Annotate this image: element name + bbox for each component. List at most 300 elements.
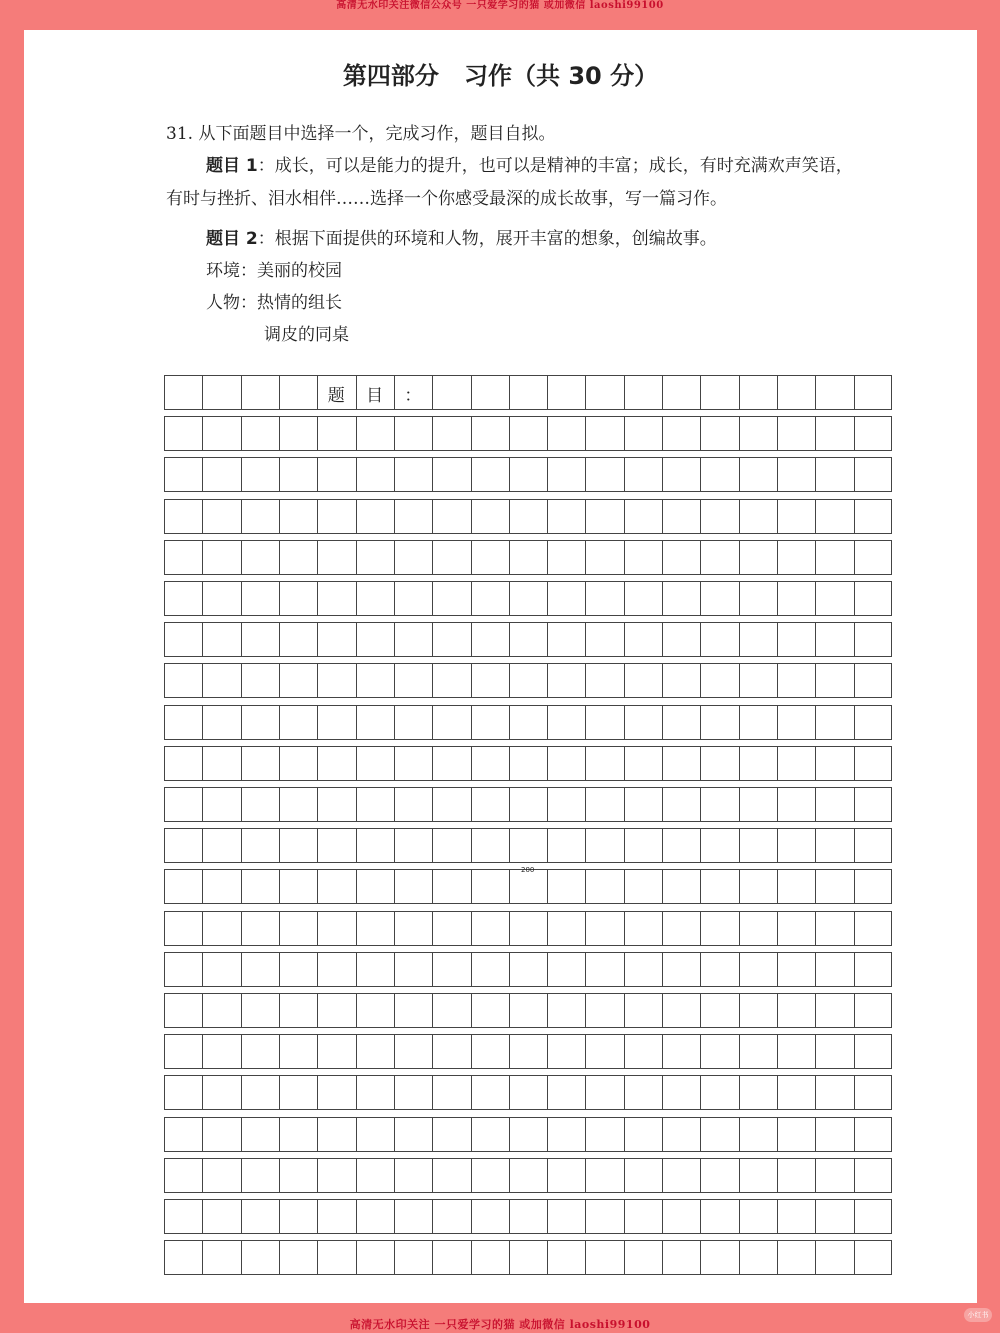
grid-cell[interactable] <box>317 870 355 903</box>
grid-cell[interactable] <box>164 664 202 697</box>
grid-cell[interactable] <box>394 417 432 450</box>
grid-cell[interactable] <box>432 747 470 780</box>
grid-cell[interactable] <box>241 994 279 1027</box>
grid-cell[interactable] <box>471 1035 509 1068</box>
grid-cell[interactable] <box>471 953 509 986</box>
grid-cell[interactable] <box>509 664 547 697</box>
grid-cell[interactable] <box>700 912 738 945</box>
grid-cell[interactable] <box>317 1200 355 1233</box>
grid-cell[interactable] <box>471 1118 509 1151</box>
grid-cell[interactable] <box>279 953 317 986</box>
grid-cell[interactable] <box>585 747 623 780</box>
grid-cell[interactable] <box>854 664 892 697</box>
grid-cell[interactable] <box>777 829 815 862</box>
grid-cell[interactable] <box>815 623 853 656</box>
grid-cell[interactable] <box>471 747 509 780</box>
grid-cell[interactable] <box>432 582 470 615</box>
grid-cell[interactable] <box>164 1159 202 1192</box>
grid-cell[interactable] <box>815 1200 853 1233</box>
grid-cell[interactable] <box>700 747 738 780</box>
grid-cell[interactable] <box>777 953 815 986</box>
grid-cell[interactable] <box>547 1200 585 1233</box>
grid-cell[interactable] <box>854 1035 892 1068</box>
grid-cell[interactable] <box>624 1035 662 1068</box>
grid-cell[interactable] <box>854 788 892 821</box>
grid-row[interactable] <box>164 1158 892 1193</box>
grid-cell[interactable] <box>509 458 547 491</box>
grid-cell[interactable] <box>279 1035 317 1068</box>
grid-cell[interactable] <box>585 582 623 615</box>
grid-cell[interactable] <box>739 623 777 656</box>
grid-cell[interactable] <box>241 582 279 615</box>
grid-cell[interactable] <box>509 994 547 1027</box>
grid-cell[interactable] <box>662 582 700 615</box>
grid-cell[interactable] <box>700 1200 738 1233</box>
grid-cell[interactable] <box>241 912 279 945</box>
grid-cell[interactable] <box>624 829 662 862</box>
grid-cell[interactable] <box>356 1241 394 1274</box>
grid-cell[interactable] <box>164 747 202 780</box>
grid-row[interactable] <box>164 540 892 575</box>
grid-cell[interactable] <box>662 1241 700 1274</box>
grid-cell[interactable] <box>547 870 585 903</box>
grid-cell[interactable] <box>241 541 279 574</box>
grid-cell[interactable] <box>279 541 317 574</box>
grid-cell[interactable] <box>202 912 240 945</box>
grid-cell[interactable] <box>547 1035 585 1068</box>
grid-cell[interactable] <box>394 458 432 491</box>
grid-cell[interactable] <box>279 994 317 1027</box>
grid-cell[interactable] <box>317 582 355 615</box>
grid-cell[interactable] <box>394 706 432 739</box>
grid-cell[interactable] <box>547 1076 585 1109</box>
grid-cell[interactable] <box>585 1159 623 1192</box>
grid-cell[interactable] <box>777 1076 815 1109</box>
grid-cell[interactable] <box>700 376 738 409</box>
grid-cell[interactable] <box>739 1118 777 1151</box>
grid-cell[interactable] <box>356 623 394 656</box>
grid-cell[interactable] <box>202 417 240 450</box>
grid-cell[interactable] <box>471 1200 509 1233</box>
grid-row[interactable] <box>164 952 892 987</box>
grid-cell[interactable] <box>739 664 777 697</box>
grid-cell[interactable] <box>509 912 547 945</box>
grid-cell[interactable] <box>854 1159 892 1192</box>
grid-cell[interactable] <box>241 417 279 450</box>
grid-cell[interactable] <box>815 500 853 533</box>
grid-row[interactable] <box>164 457 892 492</box>
grid-row[interactable] <box>164 581 892 616</box>
grid-cell[interactable] <box>202 994 240 1027</box>
grid-cell[interactable] <box>202 376 240 409</box>
grid-cell[interactable] <box>624 541 662 574</box>
grid-cell[interactable] <box>585 788 623 821</box>
grid-cell[interactable] <box>739 1200 777 1233</box>
grid-cell[interactable] <box>241 788 279 821</box>
grid-cell[interactable] <box>739 1159 777 1192</box>
grid-cell[interactable] <box>585 623 623 656</box>
grid-cell[interactable] <box>471 1241 509 1274</box>
grid-cell[interactable] <box>279 1241 317 1274</box>
grid-cell[interactable] <box>815 582 853 615</box>
grid-cell[interactable] <box>164 1118 202 1151</box>
grid-cell[interactable] <box>854 1076 892 1109</box>
grid-cell[interactable] <box>317 994 355 1027</box>
grid-cell[interactable] <box>624 994 662 1027</box>
grid-cell[interactable] <box>394 582 432 615</box>
grid-cell[interactable] <box>432 417 470 450</box>
grid-cell[interactable] <box>854 500 892 533</box>
grid-cell[interactable] <box>739 912 777 945</box>
grid-cell[interactable] <box>815 829 853 862</box>
grid-cell[interactable] <box>202 706 240 739</box>
grid-cell[interactable] <box>509 1118 547 1151</box>
grid-cell[interactable] <box>471 376 509 409</box>
grid-cell[interactable] <box>662 747 700 780</box>
grid-cell[interactable] <box>279 664 317 697</box>
grid-cell[interactable] <box>202 1241 240 1274</box>
grid-cell[interactable] <box>624 1241 662 1274</box>
grid-cell[interactable] <box>394 541 432 574</box>
grid-cell[interactable] <box>777 664 815 697</box>
grid-cell[interactable] <box>164 500 202 533</box>
grid-cell[interactable] <box>700 994 738 1027</box>
grid-cell[interactable] <box>815 912 853 945</box>
grid-cell[interactable] <box>279 417 317 450</box>
grid-cell[interactable] <box>854 1241 892 1274</box>
grid-row[interactable] <box>164 663 892 698</box>
grid-cell[interactable] <box>509 870 547 903</box>
grid-cell[interactable] <box>471 1159 509 1192</box>
grid-row[interactable] <box>164 993 892 1028</box>
grid-cell[interactable] <box>585 458 623 491</box>
grid-cell[interactable] <box>509 953 547 986</box>
grid-row[interactable] <box>164 705 892 740</box>
grid-cell[interactable] <box>432 1035 470 1068</box>
grid-cell[interactable] <box>432 788 470 821</box>
grid-cell[interactable] <box>777 1241 815 1274</box>
grid-cell[interactable] <box>547 788 585 821</box>
grid-cell[interactable] <box>854 1118 892 1151</box>
grid-cell[interactable] <box>202 1200 240 1233</box>
grid-cell[interactable] <box>279 458 317 491</box>
grid-cell[interactable] <box>815 870 853 903</box>
grid-cell[interactable] <box>509 829 547 862</box>
grid-cell[interactable] <box>164 623 202 656</box>
grid-cell[interactable] <box>547 829 585 862</box>
grid-cell[interactable] <box>777 994 815 1027</box>
grid-cell[interactable] <box>547 458 585 491</box>
grid-cell[interactable] <box>662 994 700 1027</box>
grid-cell[interactable] <box>164 788 202 821</box>
grid-cell[interactable] <box>777 500 815 533</box>
grid-cell[interactable] <box>662 829 700 862</box>
grid-cell[interactable] <box>777 582 815 615</box>
grid-cell[interactable] <box>624 953 662 986</box>
grid-cell[interactable] <box>547 376 585 409</box>
grid-cell[interactable] <box>394 829 432 862</box>
grid-cell[interactable] <box>394 1241 432 1274</box>
grid-cell[interactable] <box>585 417 623 450</box>
grid-cell[interactable] <box>279 1159 317 1192</box>
grid-cell[interactable] <box>317 1035 355 1068</box>
grid-cell[interactable] <box>777 417 815 450</box>
grid-cell[interactable] <box>317 747 355 780</box>
grid-cell[interactable] <box>509 541 547 574</box>
grid-cell[interactable] <box>662 458 700 491</box>
grid-cell[interactable] <box>317 829 355 862</box>
grid-cell[interactable] <box>241 870 279 903</box>
grid-cell[interactable] <box>585 1035 623 1068</box>
grid-row[interactable] <box>164 911 892 946</box>
grid-cell[interactable] <box>432 623 470 656</box>
grid-cell[interactable] <box>509 623 547 656</box>
grid-cell[interactable] <box>509 747 547 780</box>
grid-cell[interactable] <box>815 1159 853 1192</box>
grid-cell[interactable] <box>854 870 892 903</box>
grid-cell[interactable] <box>854 1200 892 1233</box>
grid-cell[interactable] <box>432 829 470 862</box>
grid-cell[interactable] <box>202 953 240 986</box>
grid-cell[interactable] <box>509 1159 547 1192</box>
grid-cell[interactable] <box>854 912 892 945</box>
grid-cell[interactable] <box>547 912 585 945</box>
grid-cell[interactable] <box>624 623 662 656</box>
grid-cell[interactable] <box>854 829 892 862</box>
grid-cell[interactable] <box>471 664 509 697</box>
grid-cell[interactable] <box>279 706 317 739</box>
grid-cell[interactable] <box>700 829 738 862</box>
grid-cell[interactable] <box>777 623 815 656</box>
grid-row[interactable] <box>164 746 892 781</box>
grid-cell[interactable] <box>700 870 738 903</box>
grid-cell[interactable] <box>624 1159 662 1192</box>
grid-cell[interactable] <box>471 417 509 450</box>
grid-cell[interactable] <box>432 994 470 1027</box>
grid-cell[interactable] <box>202 788 240 821</box>
grid-cell[interactable] <box>279 1076 317 1109</box>
grid-cell[interactable] <box>739 541 777 574</box>
grid-cell[interactable] <box>241 1035 279 1068</box>
grid-cell[interactable] <box>777 747 815 780</box>
grid-cell[interactable] <box>164 706 202 739</box>
grid-cell[interactable] <box>317 953 355 986</box>
grid-cell[interactable] <box>432 664 470 697</box>
grid-cell[interactable] <box>662 1118 700 1151</box>
grid-cell[interactable] <box>394 747 432 780</box>
grid-cell[interactable] <box>547 953 585 986</box>
grid-cell[interactable] <box>241 1076 279 1109</box>
grid-cell[interactable] <box>700 953 738 986</box>
grid-cell[interactable] <box>471 870 509 903</box>
grid-cell[interactable] <box>432 870 470 903</box>
grid-cell[interactable] <box>317 623 355 656</box>
grid-cell[interactable] <box>394 994 432 1027</box>
grid-cell[interactable] <box>394 623 432 656</box>
grid-cell[interactable] <box>164 1200 202 1233</box>
grid-cell[interactable] <box>317 500 355 533</box>
grid-cell[interactable] <box>356 1200 394 1233</box>
grid-cell[interactable] <box>241 664 279 697</box>
grid-cell[interactable] <box>471 912 509 945</box>
grid-cell[interactable] <box>471 623 509 656</box>
grid-row[interactable] <box>164 1240 892 1275</box>
grid-cell[interactable] <box>700 417 738 450</box>
grid-cell[interactable] <box>624 458 662 491</box>
grid-cell[interactable] <box>317 458 355 491</box>
grid-cell[interactable] <box>164 417 202 450</box>
grid-cell[interactable] <box>356 582 394 615</box>
grid-cell[interactable] <box>585 994 623 1027</box>
grid-cell[interactable] <box>854 994 892 1027</box>
grid-cell[interactable] <box>662 788 700 821</box>
grid-cell[interactable] <box>164 582 202 615</box>
grid-cell[interactable] <box>317 1159 355 1192</box>
grid-cell[interactable] <box>854 706 892 739</box>
grid-cell[interactable] <box>662 1035 700 1068</box>
grid-cell[interactable] <box>509 1200 547 1233</box>
grid-cell[interactable] <box>164 994 202 1027</box>
grid-cell[interactable] <box>356 747 394 780</box>
grid-cell[interactable] <box>739 1076 777 1109</box>
grid-cell[interactable] <box>432 912 470 945</box>
grid-cell[interactable] <box>202 582 240 615</box>
grid-cell[interactable] <box>471 541 509 574</box>
grid-cell[interactable] <box>432 1076 470 1109</box>
grid-cell[interactable] <box>777 788 815 821</box>
grid-cell[interactable] <box>279 870 317 903</box>
grid-cell[interactable] <box>202 1159 240 1192</box>
grid-cell[interactable] <box>585 1200 623 1233</box>
grid-cell[interactable] <box>394 1159 432 1192</box>
grid-cell[interactable] <box>317 417 355 450</box>
grid-cell[interactable] <box>662 870 700 903</box>
grid-cell[interactable] <box>317 912 355 945</box>
grid-cell[interactable] <box>700 541 738 574</box>
grid-cell[interactable] <box>662 664 700 697</box>
grid-cell[interactable] <box>317 1118 355 1151</box>
grid-cell[interactable] <box>509 376 547 409</box>
grid-cell[interactable] <box>164 1035 202 1068</box>
grid-cell[interactable] <box>854 541 892 574</box>
grid-cell[interactable] <box>547 417 585 450</box>
grid-cell[interactable] <box>662 623 700 656</box>
grid-cell[interactable] <box>624 912 662 945</box>
grid-cell[interactable] <box>317 541 355 574</box>
grid-cell[interactable] <box>624 664 662 697</box>
grid-cell[interactable] <box>815 1076 853 1109</box>
grid-cell[interactable] <box>241 747 279 780</box>
grid-cell[interactable] <box>317 706 355 739</box>
grid-cell[interactable] <box>432 1241 470 1274</box>
grid-cell[interactable] <box>854 747 892 780</box>
grid-cell[interactable] <box>777 376 815 409</box>
grid-cell[interactable] <box>815 1035 853 1068</box>
grid-cell[interactable] <box>164 1076 202 1109</box>
grid-row[interactable] <box>164 622 892 657</box>
grid-cell[interactable] <box>739 458 777 491</box>
grid-cell[interactable] <box>509 1035 547 1068</box>
grid-cell[interactable] <box>777 912 815 945</box>
grid-cell[interactable] <box>739 994 777 1027</box>
grid-cell[interactable] <box>739 747 777 780</box>
grid-cell[interactable] <box>739 1035 777 1068</box>
grid-cell[interactable] <box>585 541 623 574</box>
grid-row[interactable] <box>164 828 892 863</box>
grid-cell[interactable] <box>164 376 202 409</box>
grid-cell[interactable] <box>471 994 509 1027</box>
grid-cell[interactable] <box>700 1076 738 1109</box>
grid-cell[interactable] <box>279 500 317 533</box>
grid-cell[interactable] <box>547 1118 585 1151</box>
grid-row[interactable] <box>164 869 892 904</box>
grid-cell[interactable] <box>394 1200 432 1233</box>
grid-cell[interactable] <box>662 376 700 409</box>
grid-cell[interactable] <box>202 870 240 903</box>
grid-row[interactable] <box>164 1199 892 1234</box>
grid-cell[interactable] <box>815 417 853 450</box>
grid-cell[interactable] <box>547 994 585 1027</box>
grid-cell[interactable] <box>279 788 317 821</box>
grid-cell[interactable] <box>585 870 623 903</box>
grid-cell[interactable] <box>815 788 853 821</box>
grid-cell[interactable] <box>700 500 738 533</box>
grid-cell[interactable] <box>585 1118 623 1151</box>
grid-cell[interactable] <box>164 458 202 491</box>
grid-cell[interactable] <box>585 1241 623 1274</box>
grid-cell[interactable] <box>739 829 777 862</box>
grid-cell[interactable] <box>471 582 509 615</box>
grid-cell[interactable] <box>394 870 432 903</box>
grid-cell[interactable] <box>624 1076 662 1109</box>
grid-cell[interactable] <box>624 1200 662 1233</box>
grid-cell[interactable] <box>241 953 279 986</box>
grid-cell[interactable] <box>624 500 662 533</box>
grid-cell[interactable] <box>854 376 892 409</box>
grid-cell[interactable] <box>202 1118 240 1151</box>
grid-cell[interactable] <box>241 623 279 656</box>
grid-cell[interactable] <box>739 376 777 409</box>
grid-cell[interactable] <box>202 541 240 574</box>
grid-cell[interactable] <box>585 500 623 533</box>
grid-cell[interactable] <box>202 1035 240 1068</box>
grid-cell[interactable] <box>739 706 777 739</box>
grid-cell[interactable] <box>815 458 853 491</box>
grid-cell[interactable] <box>700 788 738 821</box>
grid-cell[interactable] <box>624 1118 662 1151</box>
grid-cell[interactable] <box>202 623 240 656</box>
grid-cell[interactable] <box>241 1241 279 1274</box>
grid-cell[interactable] <box>700 582 738 615</box>
grid-cell[interactable] <box>739 788 777 821</box>
grid-cell[interactable] <box>356 1118 394 1151</box>
grid-cell[interactable] <box>854 458 892 491</box>
grid-cell[interactable] <box>279 623 317 656</box>
grid-cell[interactable] <box>202 747 240 780</box>
grid-cell[interactable] <box>317 664 355 697</box>
grid-cell[interactable] <box>241 706 279 739</box>
grid-cell[interactable] <box>356 870 394 903</box>
grid-cell[interactable] <box>471 1076 509 1109</box>
grid-cell[interactable] <box>815 541 853 574</box>
grid-cell[interactable] <box>624 870 662 903</box>
grid-cell[interactable] <box>815 376 853 409</box>
grid-cell[interactable] <box>432 541 470 574</box>
grid-cell[interactable] <box>777 1035 815 1068</box>
grid-cell[interactable] <box>509 417 547 450</box>
grid-cell[interactable] <box>739 870 777 903</box>
grid-cell[interactable] <box>317 1076 355 1109</box>
